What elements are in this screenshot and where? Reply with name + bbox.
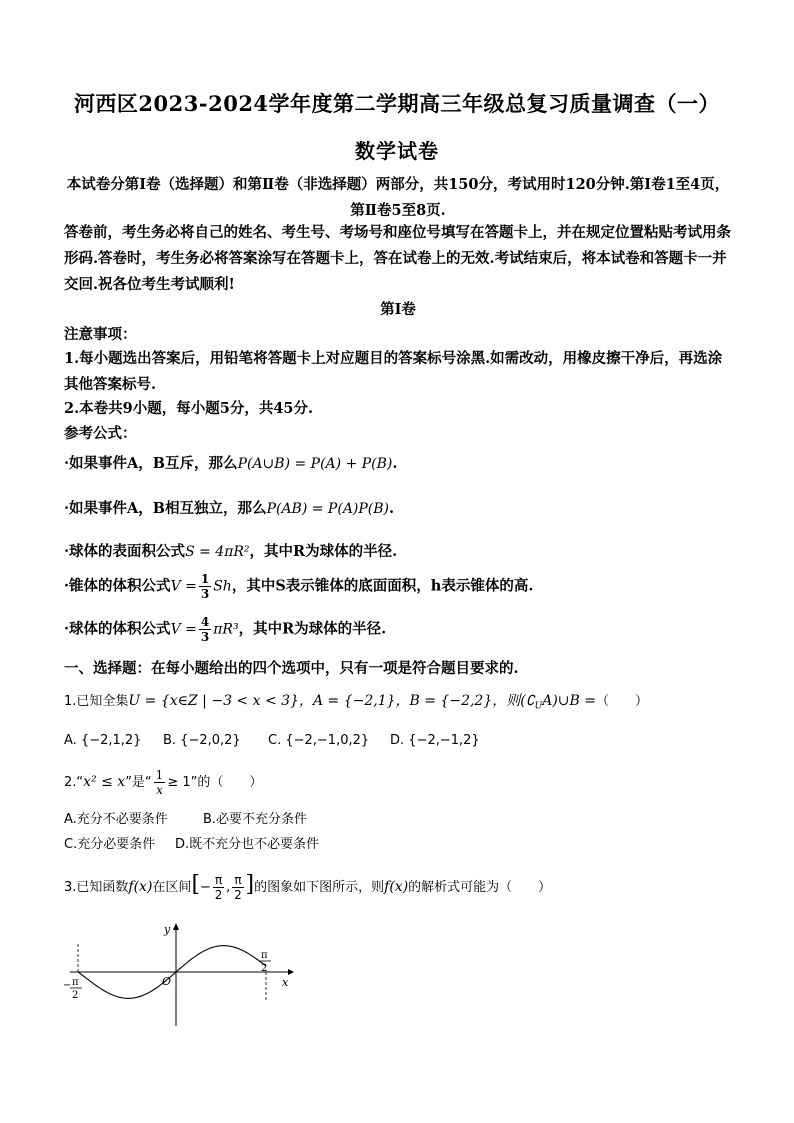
q1-complement-subscript: U [534,701,543,712]
formula-5-lhs: V = [170,621,197,638]
x-axis-arrow [288,969,294,975]
q1-stem-a: 1.已知全集 [64,694,129,709]
formula-5-rhs: πR³ [213,621,239,638]
right-pi-label: π [261,950,268,961]
q3-function: f(x) [128,879,153,895]
formula-4-fraction [199,572,211,601]
q3-stem-c: 的图象如下图所示，则 [254,880,385,895]
q3-interval-neg: − [200,880,211,895]
q3-left-bracket: [ [191,872,201,897]
formula-3-tail: ，其中R为球体的半径. [249,543,398,560]
left-pi-label: π [72,977,79,988]
y-axis-label: y [164,923,171,936]
exam-subtitle: 数学试卷 [355,139,439,163]
q3-stem-b: 在区间 [152,880,192,895]
q3-interval-right-fraction [232,873,243,902]
q2-option-a: A.充分不必要条件 [64,812,168,827]
right-two-label: 2 [261,963,268,974]
q3-right-bracket: ] [245,872,255,897]
left-two-label: 2 [72,990,79,1001]
formula-3 [64,540,397,561]
q3-interval-right-num: π [234,873,242,887]
q1-stem-b: （ ） [595,694,648,709]
origin-label: O [162,975,172,988]
formula-1: ·如果事件A，B互斥，那么P(A∪B) = P(A) + P(B). [64,455,398,472]
q2-option-b: B.必要不充分条件 [203,812,308,827]
q2-option-c: C.充分必要条件 [64,837,156,852]
section-heading: 第Ⅰ卷 [380,301,416,318]
q1-option-a: A. {−2,1,2} [64,733,142,748]
q1-option-d: D. {−2,−1,2} [390,733,480,748]
q1-stem-math-2: A)∪B = [542,693,596,709]
formula-5-fraction [199,615,211,644]
formula-5-denominator: 3 [200,630,210,644]
q3-interval-right-den: 2 [234,888,242,902]
q2-option-d: D.既不充分也不必要条件 [175,837,320,852]
left-neg-sign: − [63,980,72,991]
notice-item-1: 1.每小题选出答案后，用铅笔将答题卡上对应题目的答案标号涂黑.如需改动，用橡皮擦干净后，再选涂其他答案标号. [64,350,723,393]
formula-4-denominator: 3 [200,587,210,601]
formula-title: 参考公式： [64,425,137,442]
q1-option-c: C. {−2,−1,0,2} [268,733,370,748]
formula-5-numerator: 4 [200,615,210,629]
formula-5-tail: ，其中R为球体的半径. [238,620,387,638]
q2-fraction-numerator: 1 [155,768,164,782]
intro-paragraph-2: 答卷前，考生务必将自己的姓名、考生号、考场号和座位号填写在答题卡上，并在规定位置粘贴考试用条形码.答卷时，考生务必将答案涂写在答题卡上，答在试卷上的无效.考试结束后，将本试卷和答题卡一并交回.祝各位考生考试顺利! [64,224,731,293]
formula-1-text: ·如果事件A，B互斥，那么 [64,455,238,472]
notice-title: 注意事项： [64,326,137,343]
q3-interval-left-den: 2 [214,888,223,902]
formula-2-text: ·如果事件A，B相互独立，那么 [64,500,267,517]
q2-stem-math: x² ≤ x [83,774,126,790]
formula-4-tail: ，其中S表示锥体的底面面积，h表示锥体的高. [231,577,534,595]
formula-3-math: S = 4πR² [185,544,250,560]
q2-stem-b: ”是“ [125,775,152,790]
question-1-stem [64,690,648,712]
q2-fraction [154,768,166,797]
formula-3-text: ·球体的表面积公式 [64,543,186,560]
formula-4 [64,572,533,601]
formula-2-math: P(AB) = P(A)P(B) [266,501,390,517]
q3-function-2: f(x) [384,879,409,895]
function-graph [60,918,300,1028]
formula-2: ·如果事件A，B相互独立，那么P(AB) = P(A)P(B). [64,500,395,517]
intro-paragraph-1: 本试卷分第Ⅰ卷（选择题）和第Ⅱ卷（非选择题）两部分，共150分，考试用时120分钟.第Ⅰ卷1至4页，第Ⅱ卷5至8页. [66,176,730,219]
q3-stem-d: 的解析式可能为（ ） [408,880,552,895]
formula-5-text: ·球体的体积公式 [64,620,171,638]
formula-4-numerator: 1 [200,572,210,586]
q1-stem-math: U = {x∈Z | −3 < x < 3}，A = {−2,1}，B = {−2,2}，则(∁ [128,693,535,709]
notice-item-2: 2.本卷共9小题，每小题5分，共45分. [64,400,314,417]
formula-4-text: ·锥体的体积公式 [64,577,171,595]
y-axis-arrow [173,923,179,930]
q3-interval-left-fraction [213,873,224,902]
part-heading: 一、选择题：在每小题给出的四个选项中，只有一项是符合题目要求的. [64,660,519,677]
q1-option-b: B. {−2,0,2} [163,733,241,748]
q3-interval-left-num: π [214,873,223,887]
q2-stem-c: ≥ 1”的（ ） [167,775,263,790]
formula-5 [64,615,386,644]
x-axis-label: x [282,976,289,989]
formula-1-math: P(A∪B) = P(A) + P(B) [237,456,393,472]
q2-stem-a: 2.“ [64,775,84,790]
q3-stem-a: 3.已知函数 [64,880,129,895]
q2-fraction-denominator: x [156,783,163,797]
formula-4-lhs: V = [170,578,197,595]
question-3-stem: 3.已知函数f(x)在区间[− $\frac{\pi}{2}$ , $\frac{\pi}{2}$ ]的图象如下图所示，则f(x)的解析式可能为（ ） [64,872,552,902]
question-2-stem [64,768,262,797]
formula-4-rhs: Sh [213,578,232,595]
exam-title: 河西区2023-2024学年度第二学期高三年级总复习质量调查（一） [73,91,721,116]
